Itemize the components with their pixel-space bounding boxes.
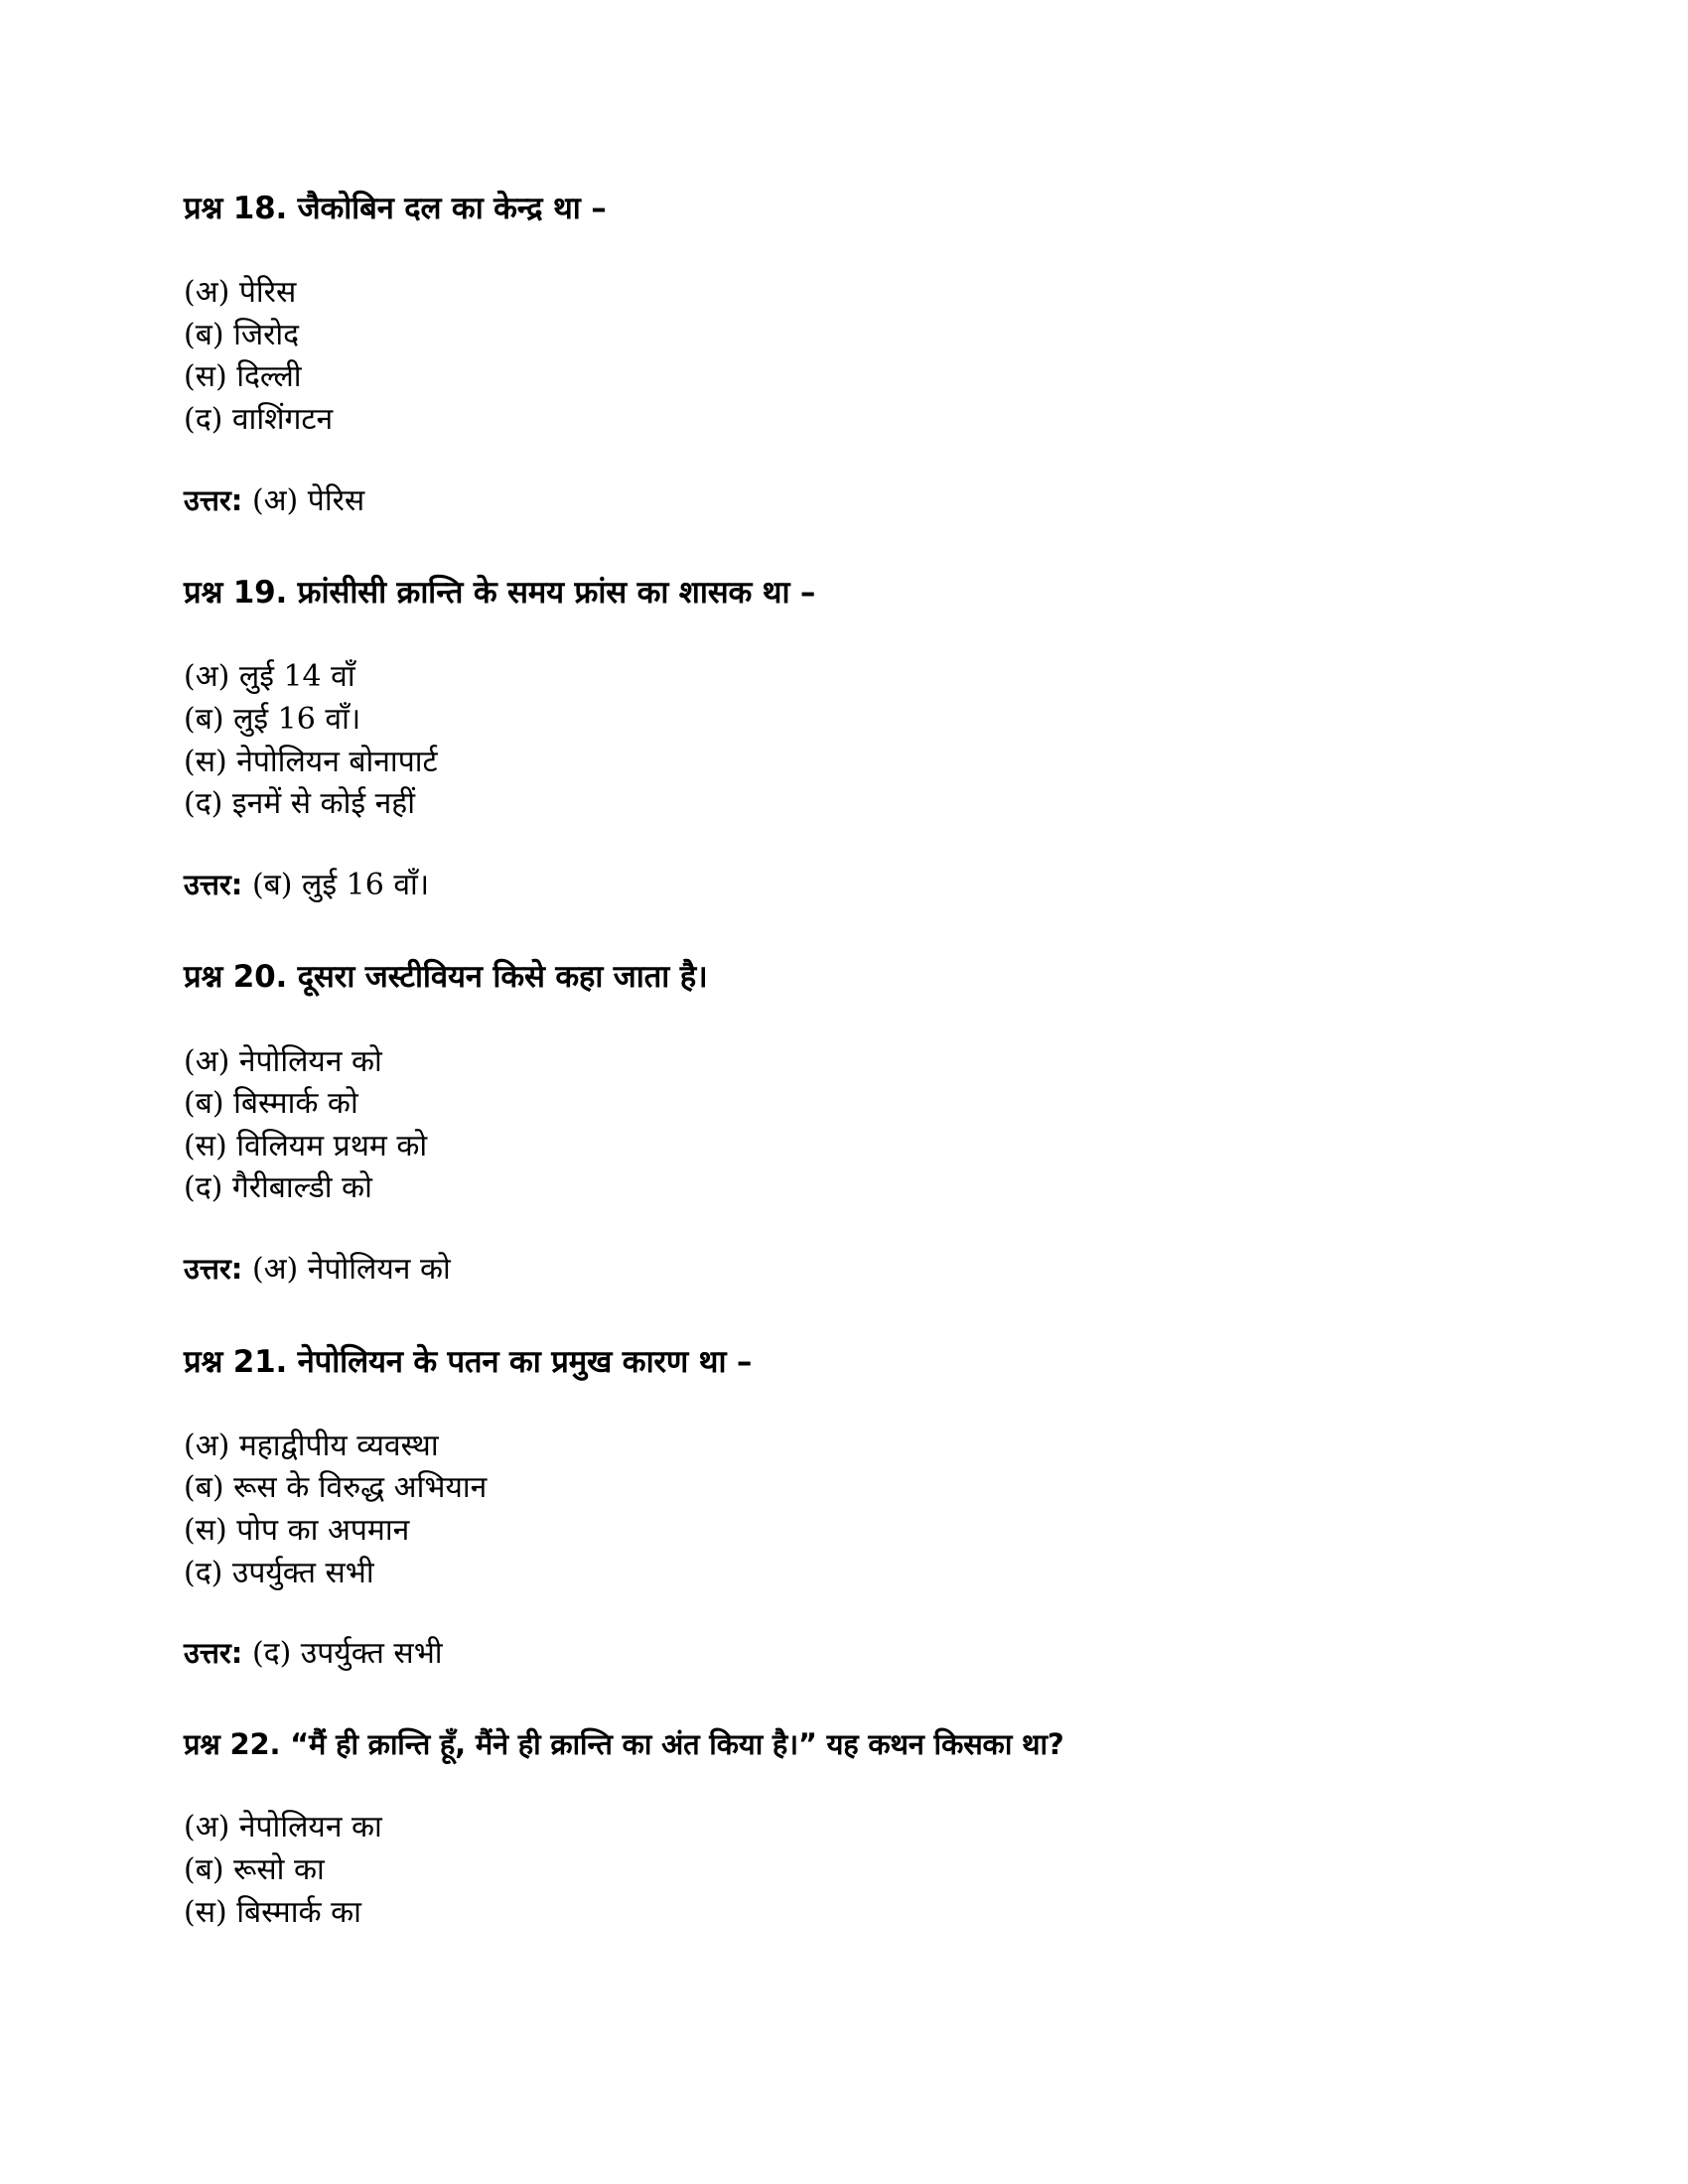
answer-label: उत्तर:: [184, 1636, 243, 1671]
answer-value: (ब) लुई 16 वाँ।: [251, 867, 430, 902]
option-item[interactable]: (अ) महाद्वीपीय व्यवस्था: [184, 1428, 439, 1463]
question-block-20: [184, 957, 1509, 1290]
option-item[interactable]: (अ) पेरिस: [184, 275, 297, 311]
option-item[interactable]: (द) इनमें से कोई नहीं: [184, 786, 415, 822]
question-text-18: प्रश्न 18. जैकोबिन दल का केन्द्र था –: [184, 191, 607, 226]
option-item[interactable]: (अ) लुई 14 वाँ: [184, 659, 355, 695]
option-item[interactable]: (स) बिस्मार्क का: [184, 1894, 361, 1930]
option-item[interactable]: (स) विलियम प्रथम को: [184, 1128, 428, 1163]
option-item[interactable]: (द) गैरीबाल्डी को: [184, 1170, 372, 1206]
option-item[interactable]: (ब) रूस के विरुद्ध अभियान: [184, 1470, 488, 1506]
answer-value: (अ) पेरिस: [251, 482, 365, 518]
answer-line-18: [184, 481, 1509, 522]
question-text-20: प्रश्न 20. दूसरा जस्टीवियन किसे कहा जाता है।: [184, 959, 708, 996]
question-text-21: प्रश्न 21. नेपोलियन के पतन का प्रमुख कारण था –: [184, 1343, 753, 1380]
options-list-20: [184, 1041, 1509, 1210]
question-text-22: प्रश्न 22. “मैं ही क्रान्ति हूँ, मैंने ही क्रान्ति का अंत किया है।” यह कथन किसका था?: [184, 1726, 1064, 1761]
question-block-22: [184, 1726, 1509, 1934]
options-list-21: [184, 1426, 1509, 1594]
option-item[interactable]: (अ) नेपोलियन को: [184, 1043, 382, 1079]
answer-line-21: [184, 1634, 1509, 1675]
option-item[interactable]: (अ) नेपोलियन का: [184, 1810, 382, 1845]
question-block-21: [184, 1342, 1509, 1675]
option-item[interactable]: (स) दिल्ली: [184, 359, 302, 395]
question-block-18: [184, 189, 1509, 521]
option-item[interactable]: (ब) जिरोद: [184, 317, 300, 352]
answer-value: (अ) नेपोलियन को: [251, 1252, 451, 1288]
option-item[interactable]: (स) पोप का अपमान: [184, 1513, 410, 1548]
option-item[interactable]: (द) वाशिंगटन: [184, 402, 334, 438]
answer-label: उत्तर:: [184, 482, 243, 517]
options-list-18: [184, 272, 1509, 441]
question-text-19: प्रश्न 19. फ्रांसीसी क्रान्ति के समय फ्रांस का शासक था –: [184, 575, 816, 612]
option-item[interactable]: (ब) बिस्मार्क को: [184, 1086, 358, 1122]
answer-label: उत्तर:: [184, 1252, 243, 1287]
answer-line-19: [184, 866, 1509, 906]
answer-label: उत्तर:: [184, 867, 243, 901]
option-item[interactable]: (द) उपर्युक्त सभी: [184, 1555, 374, 1590]
option-item[interactable]: (ब) रूसो का: [184, 1851, 325, 1887]
options-list-22: [184, 1807, 1509, 1934]
option-item[interactable]: (ब) लुई 16 वाँ।: [184, 702, 361, 738]
question-block-19: [184, 573, 1509, 905]
answer-value: (द) उपर्युक्त सभी: [251, 1636, 443, 1672]
option-item[interactable]: (स) नेपोलियन बोनापार्ट: [184, 744, 438, 779]
options-list-19: [184, 656, 1509, 825]
answer-line-20: [184, 1250, 1509, 1291]
